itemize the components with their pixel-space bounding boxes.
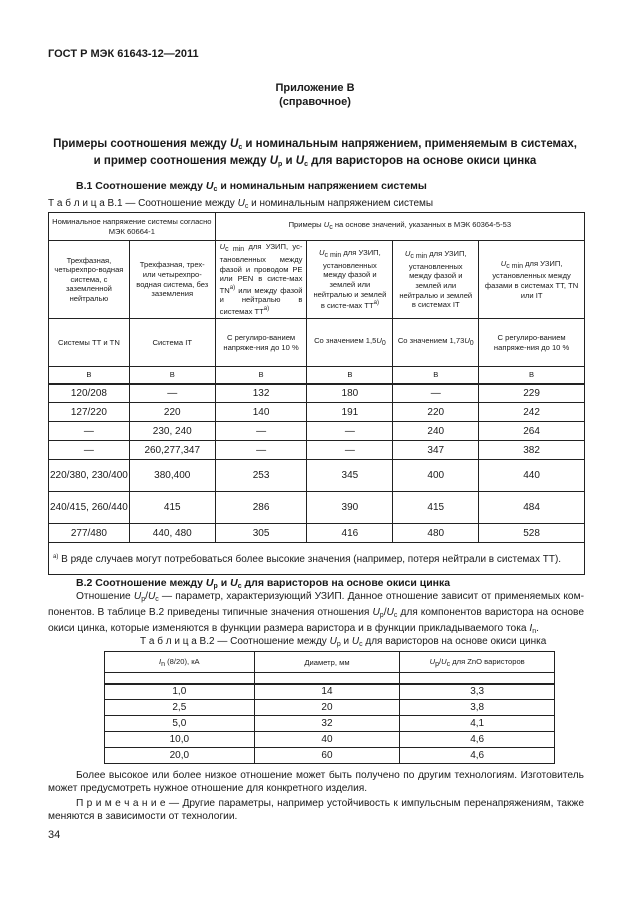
table-b1-unit: В <box>393 367 479 384</box>
table-cell: 4,1 <box>400 716 555 732</box>
table-cell: 127/220 <box>49 403 130 422</box>
table-row <box>49 460 585 492</box>
table-row <box>49 441 585 460</box>
table-b2-header-ratio: Up/Uc для ZnO варисторов <box>400 652 555 673</box>
main-title-line2: и пример соотношения между $U_p$ и $U_c$ для варисторов на основе окиси цинка <box>93 155 537 168</box>
table-cell: 10,0 <box>105 732 255 748</box>
table-b1-footnote: $^{а)}$ В ряде случаев могут потребоваться более высокие значения (например, потеря нейтрали в системах ТТ). <box>49 543 585 575</box>
table-b1-col3-header: Uc min для УЗИП, ус-тановленных между фазой и проводом PE или PEN в систе-мах $TN^{а)}$ или между фазой и нейтралью в системах $ТТ^{а)}$ <box>215 241 307 319</box>
table-cell: — <box>49 441 130 460</box>
closing-paragraph: Более высокое или более низкое отношение может быть получено по другим технологиям. Изготовитель может предусмотреть нужное отношение для конкретного изделия. <box>48 770 584 794</box>
table-cell: 253 <box>215 460 307 492</box>
table-cell: 277/480 <box>49 524 130 543</box>
table-b1-unit: В <box>215 367 307 384</box>
table-b1-unit: В <box>129 367 215 384</box>
table-cell: 32 <box>254 716 400 732</box>
section-b2-heading: В.2 Соотношение между $U_p$ и $U_c$ для варисторов на основе окиси цинка <box>76 577 451 590</box>
table-b1-unit: В <box>307 367 393 384</box>
table-cell: 14 <box>254 684 400 700</box>
table-row <box>49 524 585 543</box>
table-cell: 380,400 <box>129 460 215 492</box>
section-b2-paragraph: Отношение $U_p/U_c$ — параметр, характеризующий УЗИП. Данное отношение зависит от применяемых ком-понентов. В таблице В.2 приведены типичные значения отношения $U_p/U_c$ для компонентов варистора на основе окиси цинка, которые изменяются в функции размера варистора и в функции прикладываемого тока $I_n$. <box>48 591 584 635</box>
table-cell: 240 <box>393 422 479 441</box>
table-cell: 5,0 <box>105 716 255 732</box>
table-cell: 180 <box>307 384 393 403</box>
table-b1-sys2: Система IT <box>129 319 215 367</box>
table-b1-sys4: Со значением 1,5U0 <box>307 319 393 367</box>
table-row <box>49 492 585 524</box>
table-cell: 286 <box>215 492 307 524</box>
table-cell: 20,0 <box>105 748 255 764</box>
table-row <box>49 422 585 441</box>
table-b1-unit: В <box>49 367 130 384</box>
table-cell: 140 <box>215 403 307 422</box>
table-b1-col2-header: Трехфазная, трех- или четырехпро-водная система, без заземления <box>129 241 215 319</box>
table-b1-sys1: Системы ТТ и TN <box>49 319 130 367</box>
table-b1-sys6: С регулиро-ванием напряже-ния до 10 % <box>479 319 585 367</box>
table-b1-unit: В <box>479 367 585 384</box>
table-cell: 484 <box>479 492 585 524</box>
table-cell: — <box>215 441 307 460</box>
table-b1-col1-header: Трехфазная, четырехпро-водная система, с заземленной нейтралью <box>49 241 130 319</box>
table-b1-sys5: Со значением 1,73U0 <box>393 319 479 367</box>
table-cell: 242 <box>479 403 585 422</box>
table-cell: 230, 240 <box>129 422 215 441</box>
table-cell: 132 <box>215 384 307 403</box>
table-b2-header-diameter: Диаметр, мм <box>254 652 400 673</box>
table-cell: 120/208 <box>49 384 130 403</box>
table-row <box>105 748 555 764</box>
table-cell: — <box>307 422 393 441</box>
table-cell: 390 <box>307 492 393 524</box>
table-cell: 60 <box>254 748 400 764</box>
table-cell: 191 <box>307 403 393 422</box>
table-b1-caption: Т а б л и ц а В.1 — Соотношение между $U_c$ и номинальным напряжением системы <box>48 198 434 210</box>
table-cell: 440 <box>479 460 585 492</box>
table-cell: 229 <box>479 384 585 403</box>
table-row <box>49 403 585 422</box>
table-cell: 240/415, 260/440 <box>49 492 130 524</box>
table-cell: 2,5 <box>105 700 255 716</box>
table-cell: 382 <box>479 441 585 460</box>
table-cell: — <box>129 384 215 403</box>
table-cell: 220/380, 230/400 <box>49 460 130 492</box>
table-cell: — <box>307 441 393 460</box>
annex-title: Приложение В <box>275 82 355 94</box>
annex-note: (справочное) <box>279 96 351 108</box>
table-cell: 415 <box>393 492 479 524</box>
table-cell: 528 <box>479 524 585 543</box>
table-cell: 3,8 <box>400 700 555 716</box>
table-row <box>105 684 555 700</box>
table-cell: 260,277,347 <box>129 441 215 460</box>
table-cell: 415 <box>129 492 215 524</box>
table-b1-header-nominal: Номинальное напряжение системы согласно МЭК 60664-1 <box>49 213 216 241</box>
table-cell: 345 <box>307 460 393 492</box>
table-b2 <box>104 651 555 764</box>
table-row <box>105 732 555 748</box>
table-cell: 347 <box>393 441 479 460</box>
table-cell: 220 <box>129 403 215 422</box>
document-header: ГОСТ Р МЭК 61643-12—2011 <box>48 48 199 60</box>
note-paragraph: П р и м е ч а н и е — Другие параметры, например устойчивость к импульсным перенапряжениям, также меняются в зависимости от технологии. <box>48 798 584 822</box>
table-cell: 3,3 <box>400 684 555 700</box>
table-cell: 480 <box>393 524 479 543</box>
table-cell: 4,6 <box>400 748 555 764</box>
table-b1-col4-header: Uc min для УЗИП, установленных между фазой и землей или нейтралью и землей в систе-мах $ТТ^{а)}$ <box>307 241 393 319</box>
table-cell: 220 <box>393 403 479 422</box>
table-row <box>49 384 585 403</box>
table-cell: 4,6 <box>400 732 555 748</box>
page-number: 34 <box>48 829 61 841</box>
table-cell: 20 <box>254 700 400 716</box>
table-cell: — <box>49 422 130 441</box>
table-b2-header-current: In (8/20), кА <box>105 652 255 673</box>
table-row <box>105 716 555 732</box>
table-b2-caption: Т а б л и ц а В.2 — Соотношение между $U_p$ и $U_c$ для варисторов на основе окиси цинка <box>140 636 547 648</box>
table-cell: — <box>215 422 307 441</box>
table-cell: 305 <box>215 524 307 543</box>
table-b1 <box>48 212 585 575</box>
table-cell: 440, 480 <box>129 524 215 543</box>
table-b1-sys3: С регулиро-ванием напряже-ния до 10 % <box>215 319 307 367</box>
main-title-line1: Примеры соотношения между $U_c$ и номинальным напряжением, применяемым в системах, <box>53 138 577 151</box>
table-cell: 40 <box>254 732 400 748</box>
table-cell: 264 <box>479 422 585 441</box>
table-row <box>105 700 555 716</box>
section-b1-heading: В.1 Соотношение между $U_c$ и номинальным напряжением системы <box>76 180 427 193</box>
table-b1-header-examples: Примеры Uc на основе значений, указанных в МЭК 60364-5-53 <box>215 213 584 241</box>
table-cell: 400 <box>393 460 479 492</box>
table-b1-col5-header: Uc min для УЗИП, установленных между фазой и землей или нейтралью и землей в системах IT <box>393 241 479 319</box>
table-cell: 1,0 <box>105 684 255 700</box>
table-cell: 416 <box>307 524 393 543</box>
table-cell: — <box>393 384 479 403</box>
table-b1-col6-header: Uc min для УЗИП, установленных между фазами в системах ТТ, TN или IT <box>479 241 585 319</box>
